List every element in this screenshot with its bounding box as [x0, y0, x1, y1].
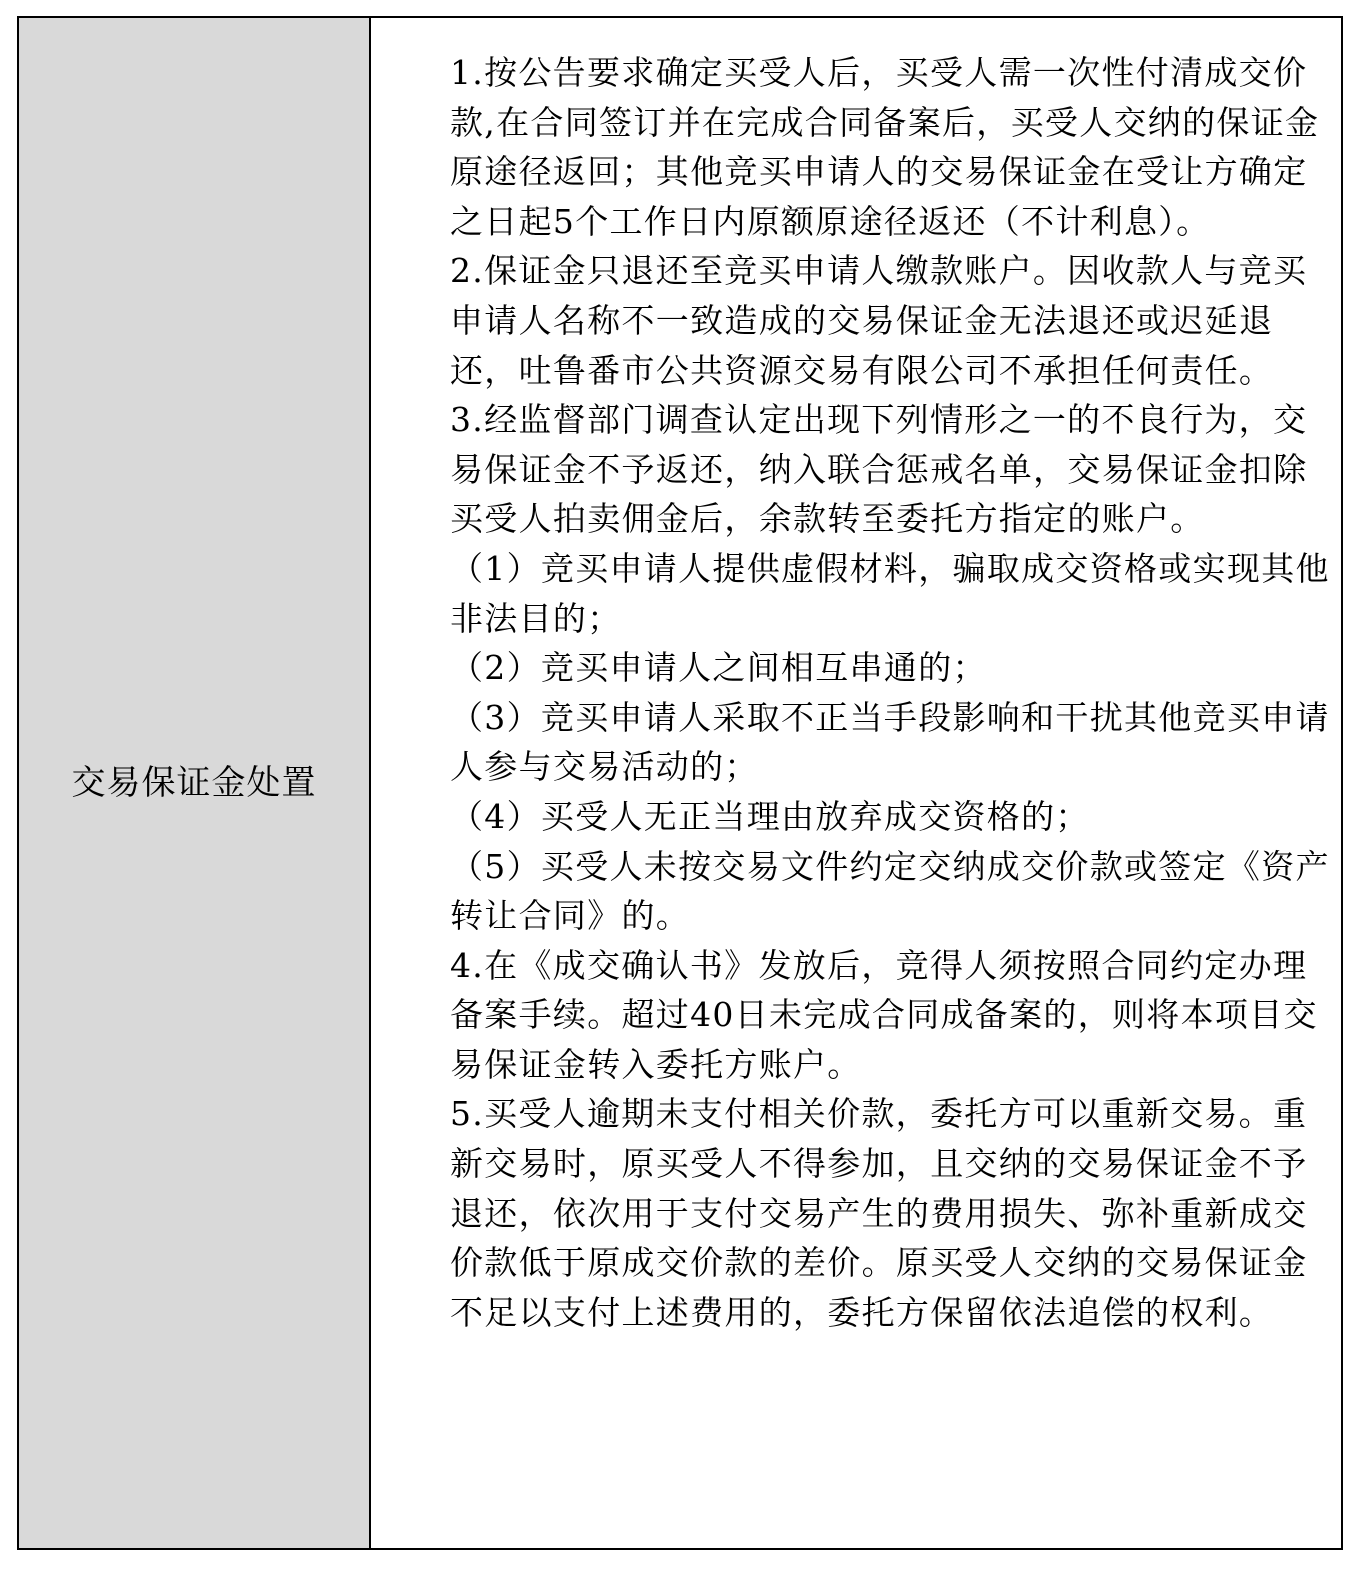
paragraph-filing-deadline: 4.在《成交确认书》发放后，竞得人须按照合同约定办理备案手续。超过40日未完成合同成备案的，则将本项目交易保证金转入委托方账户。 [450, 945, 1318, 1084]
row-content-cell [371, 18, 1341, 1548]
paragraph-misconduct: 3.经监督部门调查认定出现下列情形之一的不良行为，交易保证金不予返还，纳入联合惩戒名单，交易保证金扣除买受人拍卖佣金后，余款转至委托方指定的账户。 [450, 400, 1308, 539]
deposit-table [17, 16, 1343, 1550]
paragraph-item-1: （1）竞买申请人提供虚假材料，骗取成交资格或实现其他非法目的； [450, 548, 1330, 638]
row-label: 交易保证金处置 [71, 763, 317, 803]
paragraph-item-2: （2）竞买申请人之间相互串通的； [450, 648, 987, 688]
paragraph-refund-rules: 1.按公告要求确定买受人后，买受人需一次性付清成交价款,在合同签订并在完成合同备案后，买受人交纳的保证金原途径返回；其他竞买申请人的交易保证金在受让方确定之日起5个工作日内原额原途径返还（不计利息）。 [450, 53, 1320, 241]
row-label-cell [19, 18, 371, 1548]
paragraph-item-3: （3）竞买申请人采取不正当手段影响和干扰其他竞买申请人参与交易活动的； [450, 697, 1330, 787]
paragraph-item-5: （5）买受人未按交易文件约定交纳成交价款或签定《资产转让合同》的。 [450, 846, 1330, 936]
paragraph-refund-account: 2.保证金只退还至竞买申请人缴款账户。因收款人与竞买申请人名称不一致造成的交易保证金无法退还或迟延退还，吐鲁番市公共资源交易有限公司不承担任何责任。 [450, 251, 1308, 390]
paragraph-item-4: （4）买受人无正当理由放弃成交资格的； [450, 796, 1090, 836]
paragraph-overdue-payment: 5.买受人逾期未支付相关价款，委托方可以重新交易。重新交易时，原买受人不得参加，且交纳的交易保证金不予退还，依次用于支付交易产生的费用损失、弥补重新成交价款低于原成交价款的差价。原买受人交纳的交易保证金不足以支付上述费用的，委托方保留依法追偿的权利。 [450, 1094, 1308, 1332]
